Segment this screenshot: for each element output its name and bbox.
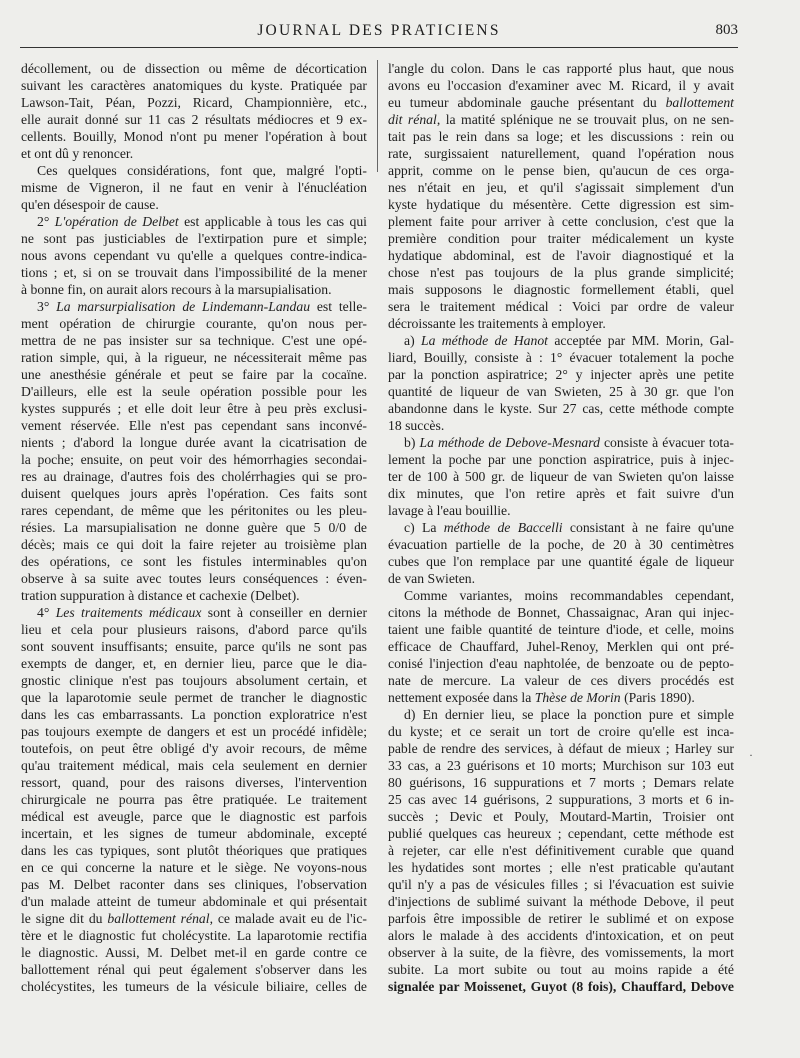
text-line: et ont dû y renoncer. bbox=[21, 146, 134, 161]
text-line: 80 guérisons, 16 suppurations et 7 morts ; Demars relate bbox=[388, 775, 734, 790]
text-line: kyste hydatique du mésentère. Cette digression est sim- bbox=[388, 197, 734, 212]
text-line: du kyste; et ce serait un tort de croire qu'elle est inca- bbox=[388, 724, 734, 739]
text-line: des opérations, ce sont les fistules interminables qu'on bbox=[21, 554, 367, 569]
text-line: Lawson-Tait, Péan, Pozzi, Ricard, Championnière, etc., bbox=[21, 95, 367, 110]
text-line: ment opération de chirurgie courante, qu'on nous per- bbox=[21, 316, 367, 331]
text-line: en ce qui concerne la nature et le siège. Ne voyons-nous bbox=[21, 860, 367, 875]
text-line: par la ponction aspiratrice; 2° y injecter après une petite bbox=[388, 367, 734, 382]
text-line: cellents. Bouilly, Monod n'ont pu mener l'opération à bout bbox=[21, 129, 367, 144]
text-line: succès ; Devic et Pouly, Moutard-Martin, Troisier ont bbox=[388, 809, 734, 824]
text-line: les hydatides sont mortes ; elle n'est praticable qu'autant bbox=[388, 860, 734, 875]
text-line: 18 succès. bbox=[388, 418, 445, 433]
text-line: décroissante les traitements à employer. bbox=[388, 316, 606, 331]
text-line: b) La méthode de Debove-Mesnard consiste à évacuer tota- bbox=[404, 435, 734, 450]
text-line: signalée par Moissenet, Guyot (8 fois), Chauffard, Debove bbox=[388, 979, 734, 994]
text-line: dans les cas embarrassants. La ponction exploratrice n'est bbox=[21, 707, 367, 722]
text-line: 4° Les traitements médicaux sont à conseiller en dernier bbox=[37, 605, 368, 620]
text-line: observer à la suite, de la fièvre, des vomissements, la mort bbox=[388, 945, 734, 960]
text-line: abandonne dans le kyste. Sur 27 cas, cette méthode compte bbox=[388, 401, 734, 416]
text-line: cubes que l'on remplace par une quantité égale de liqueur bbox=[388, 554, 734, 569]
text-line: qu'en désespoir de cause. bbox=[21, 197, 159, 212]
text-line: taient une faible quantité de teinture d'iode, et celle, moins bbox=[388, 622, 734, 637]
text-line: cholécystites, les tumeurs de la vésicule biliaire, celles de bbox=[21, 979, 367, 994]
text-line: res au drainage, d'autres fois des cholérrhagies qui se pro- bbox=[21, 469, 367, 484]
text-line: le signe dit du ballottement rénal, ce malade avait eu de l'ic- bbox=[21, 911, 367, 926]
text-line: 33 cas, a 23 guérisons et 10 morts; Murchison sur 103 eut bbox=[388, 758, 734, 773]
text-line: conisé l'injection d'eau naphtolée, de benzoate ou de pepto- bbox=[388, 656, 734, 671]
margin-mark: · bbox=[749, 748, 753, 762]
text-line: rares cependant, de même que les péritonites ou les pleu- bbox=[21, 503, 367, 518]
journal-title: JOURNAL DES PRATICIENS bbox=[257, 22, 501, 39]
text-line: alors le malade à des accidents d'intoxication, et on peut bbox=[388, 928, 734, 943]
page-number: 803 bbox=[715, 22, 738, 38]
text-line: dit rénal, la matité splénique ne se trouvait plus, on ne sen- bbox=[388, 112, 734, 127]
text-line: 2° L'opération de Delbet est applicable à tous les cas qui bbox=[37, 214, 367, 229]
text-line: pable de rendre des services, à défaut de mieux ; Harley sur bbox=[388, 741, 734, 756]
text-line: sera le traitement médical : Voici par ordre de valeur bbox=[388, 299, 734, 314]
text-line: efficace de Chauffard, Juhel-Renoy, Merklen qui ont pré- bbox=[388, 639, 734, 654]
text-line: résies. La marsupialisation ne donne guère que 5 0/0 de bbox=[21, 520, 367, 535]
text-line: incertain, et les signes de tumeur abdominale, excepté bbox=[21, 826, 367, 841]
text-line: lavage à l'eau bouillie. bbox=[388, 503, 511, 518]
text-line: vement réservée. Elle n'est pas cependant sans inconvé- bbox=[21, 418, 367, 433]
text-line: publié quelques cas heureux ; cependant, cette méthode est bbox=[388, 826, 734, 841]
text-line: apprit, comme on le pense bien, qu'aucun de ces orga- bbox=[388, 163, 734, 178]
text-line: D'ailleurs, elle est la seule opération possible pour les bbox=[21, 384, 367, 399]
text-line: ressort, quand, pour des raisons diverses, l'intervention bbox=[21, 775, 367, 790]
text-line: kystes suppurés ; et elle doit leur être à peu près exclusi- bbox=[21, 401, 367, 416]
text-line: mais supposons le diagnostic formellement établi, quel bbox=[388, 282, 734, 297]
text-line: tration suppuration à distance et cachexie (Delbet). bbox=[21, 588, 300, 603]
text-line: médical est aveugle, parce que le diagnostic est parfois bbox=[21, 809, 367, 824]
text-line: eu tumeur abdominale gauche présentant du ballottement bbox=[388, 95, 734, 110]
text-line: plement faite pour arriver à cette conclusion, c'est que la bbox=[388, 214, 734, 229]
text-line: pas M. Delbet raconter dans ses cliniques, l'observation bbox=[21, 877, 367, 892]
text-line: lieu et cela pour plusieurs raisons, d'abord parce qu'ils bbox=[21, 622, 367, 637]
text-line: chose n'est pas toujours de la plus grande simplicité; bbox=[388, 265, 734, 280]
text-line: décollement, ou de dissection ou même de décortication bbox=[21, 61, 367, 76]
text-line: à rejeter, car elle n'est définitivement curable que quand bbox=[388, 843, 734, 858]
text-line: d) En dernier lieu, se place la ponction pure et simple bbox=[404, 707, 734, 722]
text-line: première condition pour traiter médicalement un kyste bbox=[388, 231, 734, 246]
text-line: qu'au traitement médical, mais cela seulement en dernier bbox=[21, 758, 367, 773]
text-line: a) La méthode de Hanot acceptée par MM. Morin, Gal- bbox=[404, 333, 734, 348]
text-line: tions ; et, si on se trouvait dans l'impossibilité de la mener bbox=[21, 265, 367, 280]
text-line: nients ; d'abord la longue durée avant la cicatrisation de bbox=[21, 435, 367, 450]
text-line: tère et le diagnostic fut cholécystite. La laparotomie rectifia bbox=[21, 928, 367, 943]
text-line: misme de Vigneron, il ne faut en venir à l'énucléation bbox=[21, 180, 367, 195]
left-column bbox=[21, 60, 367, 995]
text-line: ter de 100 à 500 gr. de liqueur de van Swieten qu'on laisse bbox=[388, 469, 734, 484]
text-line: c) La méthode de Baccelli consistant à ne faire qu'une bbox=[404, 520, 734, 535]
text-line: avons eu l'occasion d'examiner avec M. Ricard, il y avait bbox=[388, 78, 734, 93]
text-line: subite. La mort subite ou tout au moins rapide a été bbox=[388, 962, 734, 977]
text-line: que la laparotomie seule permet de trancher le diagnostic bbox=[21, 690, 367, 705]
text-line: parfois être impossible de retirer le sublimé et on expose bbox=[388, 911, 734, 926]
text-line: nous avons cependant vu qu'elle a quelques contre-indica- bbox=[21, 248, 367, 263]
text-line: nes n'était en jeu, et qu'il s'agissait simplement d'un bbox=[388, 180, 734, 195]
text-line: de van Swieten. bbox=[388, 571, 476, 586]
text-line: mettra de ne pas insister sur sa technique. C'est une opé- bbox=[21, 333, 367, 348]
text-line: dans les cas typiques, sont plutôt théoriques que pratiques bbox=[21, 843, 367, 858]
text-line: citons la méthode de Bonnet, Chassaignac, Aran qui injec- bbox=[388, 605, 734, 620]
text-line: exempts de danger, et, en dernier lieu, parce que le dia- bbox=[21, 656, 367, 671]
text-line: pas toujours exempte de dangers et est un procédé infidèle; bbox=[21, 724, 367, 739]
text-line: 25 cas avec 14 guérisons, 2 suppurations, 3 morts et 6 in- bbox=[388, 792, 734, 807]
text-line: liard, Bouilly, consiste à : 1° évacuer totalement la poche bbox=[388, 350, 734, 365]
text-line: lement la poche par une ponction aspiratrice, puis à injec- bbox=[388, 452, 734, 467]
text-line: évacuation partielle de la poche, de 20 à 30 centimètres bbox=[388, 537, 734, 552]
text-line: quantité de liqueur de van Swieten, 25 à 30 gr. que l'on bbox=[388, 384, 734, 399]
text-line: elle aurait donné sur 11 cas 2 résultats médiocres et 9 ex- bbox=[21, 112, 367, 127]
header-rule bbox=[20, 47, 738, 48]
text-line: duisent quelques jours après l'opération. Ces faits sont bbox=[21, 486, 367, 501]
text-line: dix minutes, que l'on retire après et fait suivre d'un bbox=[388, 486, 734, 501]
text-line: une anesthésie générale et peut se faire par la cocaïne. bbox=[21, 367, 367, 382]
text-line: ballottement rénal qui peut également s'observer dans les bbox=[21, 962, 367, 977]
running-header bbox=[20, 18, 738, 48]
column-divider bbox=[377, 60, 378, 172]
text-line: 3° La marsurpialisation de Lindemann-Landau est telle- bbox=[37, 299, 367, 314]
text-line: Ces quelques considérations, font que, malgré l'opti- bbox=[37, 163, 367, 178]
text-line: observe à sa suite avec toutes leurs conséquences : éven- bbox=[21, 571, 367, 586]
text-line: gnostic clinique n'est pas toujours absolument certain, et bbox=[21, 673, 367, 688]
text-line: chirurgicale ne pourra pas être pratiquée. Le traitement bbox=[21, 792, 367, 807]
text-line: d'injections de sublimé suivant la méthode Debove, il peut bbox=[388, 894, 734, 909]
text-line: tait pas le rein dans sa loge; et les discussions : rein ou bbox=[388, 129, 734, 144]
text-line: d'un malade atteint de tumeur abdominale et qui présentait bbox=[21, 894, 367, 909]
text-line: à bonne fin, on aurait alors recours à la marsupialisation. bbox=[21, 282, 332, 297]
text-line: la poche; ensuite, on peut voir des hémorrhagies secondai- bbox=[21, 452, 367, 467]
text-line: qu'il n'y a pas de vésicules filles ; si l'évacuation est suivie bbox=[388, 877, 734, 892]
text-line: nate de mercure. La valeur de ces divers procédés est bbox=[388, 673, 734, 688]
text-line: le diagnostic. Aussi, M. Delbet met-il en garde contre ce bbox=[21, 945, 367, 960]
text-line: l'angle du colon. Dans le cas rapporté plus haut, que nous bbox=[388, 61, 734, 76]
text-line: suivant les caractères anatomiques du kyste. Pratiquée par bbox=[21, 78, 367, 93]
text-line: décès; mais ce qui doit la faire rejeter au troisième plan bbox=[21, 537, 367, 552]
text-line: sont souvent insuffisants; ensuite, parce qu'ils ne sont pas bbox=[21, 639, 367, 654]
text-line: nettement exposée dans la Thèse de Morin (Paris 1890). bbox=[388, 690, 695, 705]
text-line: rate, surgissaient naturellement, quand l'opération nous bbox=[388, 146, 734, 161]
right-column bbox=[388, 60, 734, 995]
text-line: toutefois, on peut être obligé d'y avoir recours, de même bbox=[21, 741, 367, 756]
text-line: ne sont pas justiciables de l'extirpation pure et simple; bbox=[21, 231, 367, 246]
text-line: Comme variantes, moins recommandables cependant, bbox=[404, 588, 734, 603]
text-line: ration simple, qui, à la rigueur, ne nécessiterait même pas bbox=[21, 350, 367, 365]
text-line: hydatique abdominal, est de l'avoir diagnostiqué et la bbox=[388, 248, 734, 263]
